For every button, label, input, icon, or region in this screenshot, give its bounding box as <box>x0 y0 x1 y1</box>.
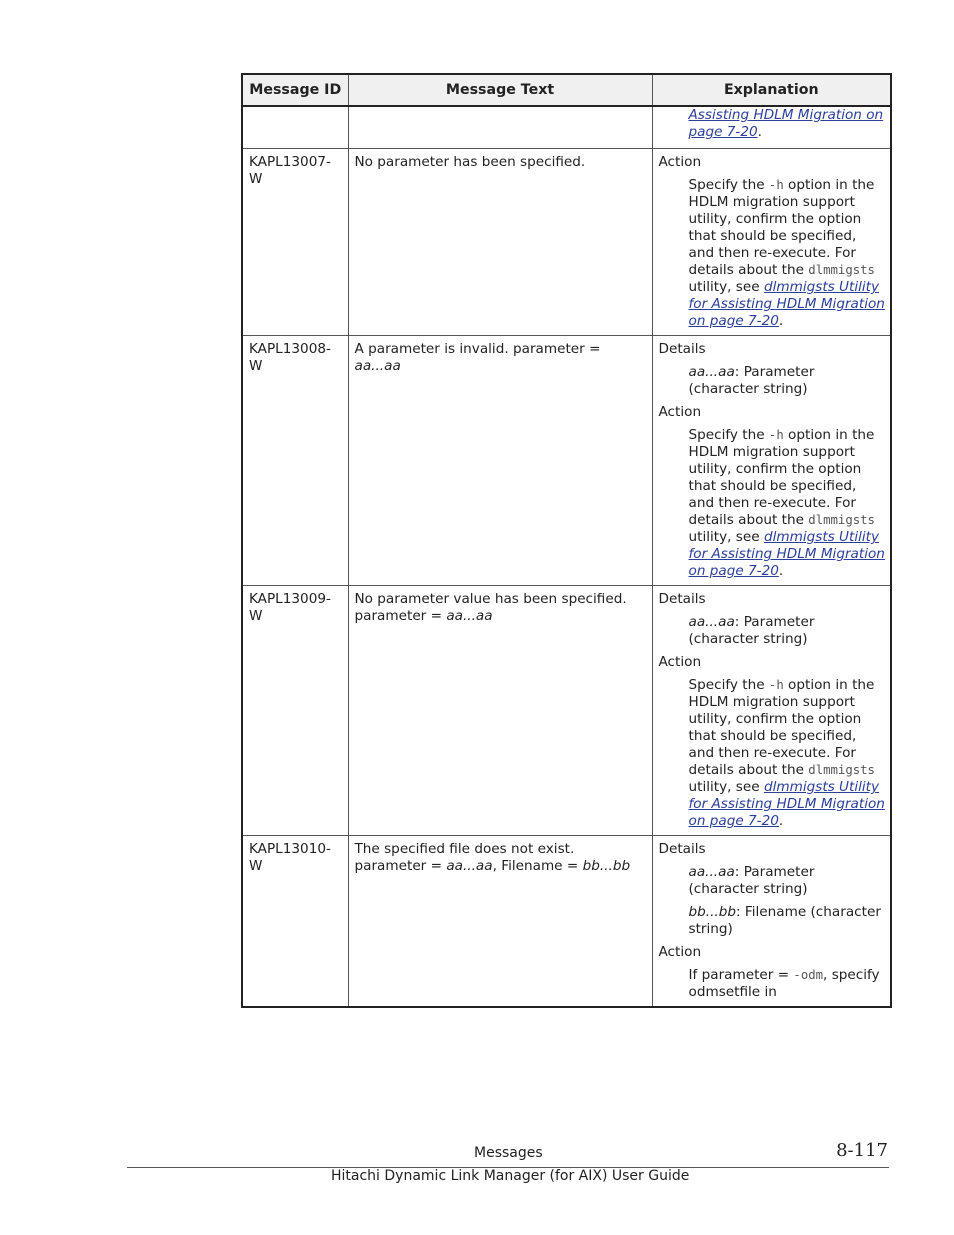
utility-code: dlmmigsts <box>808 263 875 277</box>
footer-guide-title: Hitachi Dynamic Link Manager (for AIX) User Guide <box>331 1168 690 1184</box>
message-id: KAPL13010-W <box>242 836 348 1008</box>
detail-text: aa...aa: Parameter (character string) <box>688 614 815 647</box>
detail-text: aa...aa: Parameter (character string) <box>688 364 815 397</box>
table-row <box>242 106 891 149</box>
page-number: 8-117 <box>836 1140 888 1161</box>
message-text: No parameter has been specified. <box>348 149 652 336</box>
details-label: Details <box>658 591 706 607</box>
message-text: No parameter value has been specified. parameter = aa...aa <box>348 586 652 836</box>
table-row <box>242 336 891 586</box>
table-row <box>242 836 891 1008</box>
message-table <box>241 73 892 1008</box>
detail-text: bb...bb: Filename (character string) <box>688 904 881 937</box>
details-label: Details <box>658 841 706 857</box>
footer-section-name: Messages <box>474 1145 543 1161</box>
message-text: The specified file does not exist. parameter = aa...aa, Filename = bb...bb <box>348 836 652 1008</box>
utility-code: dlmmigsts <box>808 513 875 527</box>
message-id: KAPL13008-W <box>242 336 348 586</box>
continuation-explanation-cell: Assisting HDLM Migration on page 7-20. <box>652 106 891 149</box>
action-label: Action <box>658 944 702 960</box>
utility-code: dlmmigsts <box>808 763 875 777</box>
utility-reference-link[interactable]: dlmmigsts Utility for Assisting HDLM Migration on page 7-20 <box>688 779 885 829</box>
option-code: -odm <box>793 968 824 982</box>
message-id: KAPL13009-W <box>242 586 348 836</box>
option-code: -h <box>768 428 784 442</box>
continuation-id-cell <box>242 106 348 149</box>
action-text: Specify the -h option in the HDLM migration support utility, confirm the option that should be specified, and then re-execute. For details about the dlmmigsts utility, see dlmmigsts Utility for Assisting HDLM Migration on page 7-20. <box>688 677 885 829</box>
utility-reference-link[interactable]: dlmmigsts Utility for Assisting HDLM Migration on page 7-20 <box>688 279 885 329</box>
action-label: Action <box>658 654 702 670</box>
action-label: Action <box>658 154 702 170</box>
explanation-cell <box>652 586 891 836</box>
table-row <box>242 586 891 836</box>
explanation-cell <box>652 336 891 586</box>
message-text: A parameter is invalid. parameter = aa...aa <box>348 336 652 586</box>
header-message-text: Message Text <box>348 74 652 106</box>
continuation-text-cell <box>348 106 652 149</box>
action-text: Specify the -h option in the HDLM migration support utility, confirm the option that should be specified, and then re-execute. For details about the dlmmigsts utility, see dlmmigsts Utility for Assisting HDLM Migration on page 7-20. <box>688 427 885 579</box>
table-header-row <box>242 74 891 106</box>
option-code: -h <box>768 178 784 192</box>
action-text: If parameter = -odm, specify odmsetfile in <box>688 967 880 1000</box>
details-label: Details <box>658 341 706 357</box>
action-label: Action <box>658 404 702 420</box>
detail-text: aa...aa: Parameter (character string) <box>688 864 815 897</box>
continuation-link[interactable]: Assisting HDLM Migration on page 7-20 <box>688 107 884 140</box>
explanation-cell <box>652 836 891 1008</box>
message-table-container <box>241 73 890 1008</box>
table-row <box>242 149 891 336</box>
action-text: Specify the -h option in the HDLM migration support utility, confirm the option that should be specified, and then re-execute. For details about the dlmmigsts utility, see dlmmigsts Utility for Assisting HDLM Migration on page 7-20. <box>688 177 885 329</box>
header-message-id: Message ID <box>242 74 348 106</box>
option-code: -h <box>768 678 784 692</box>
explanation-cell <box>652 149 891 336</box>
utility-reference-link[interactable]: dlmmigsts Utility for Assisting HDLM Migration on page 7-20 <box>688 529 885 579</box>
header-explanation: Explanation <box>652 74 891 106</box>
message-id: KAPL13007-W <box>242 149 348 336</box>
